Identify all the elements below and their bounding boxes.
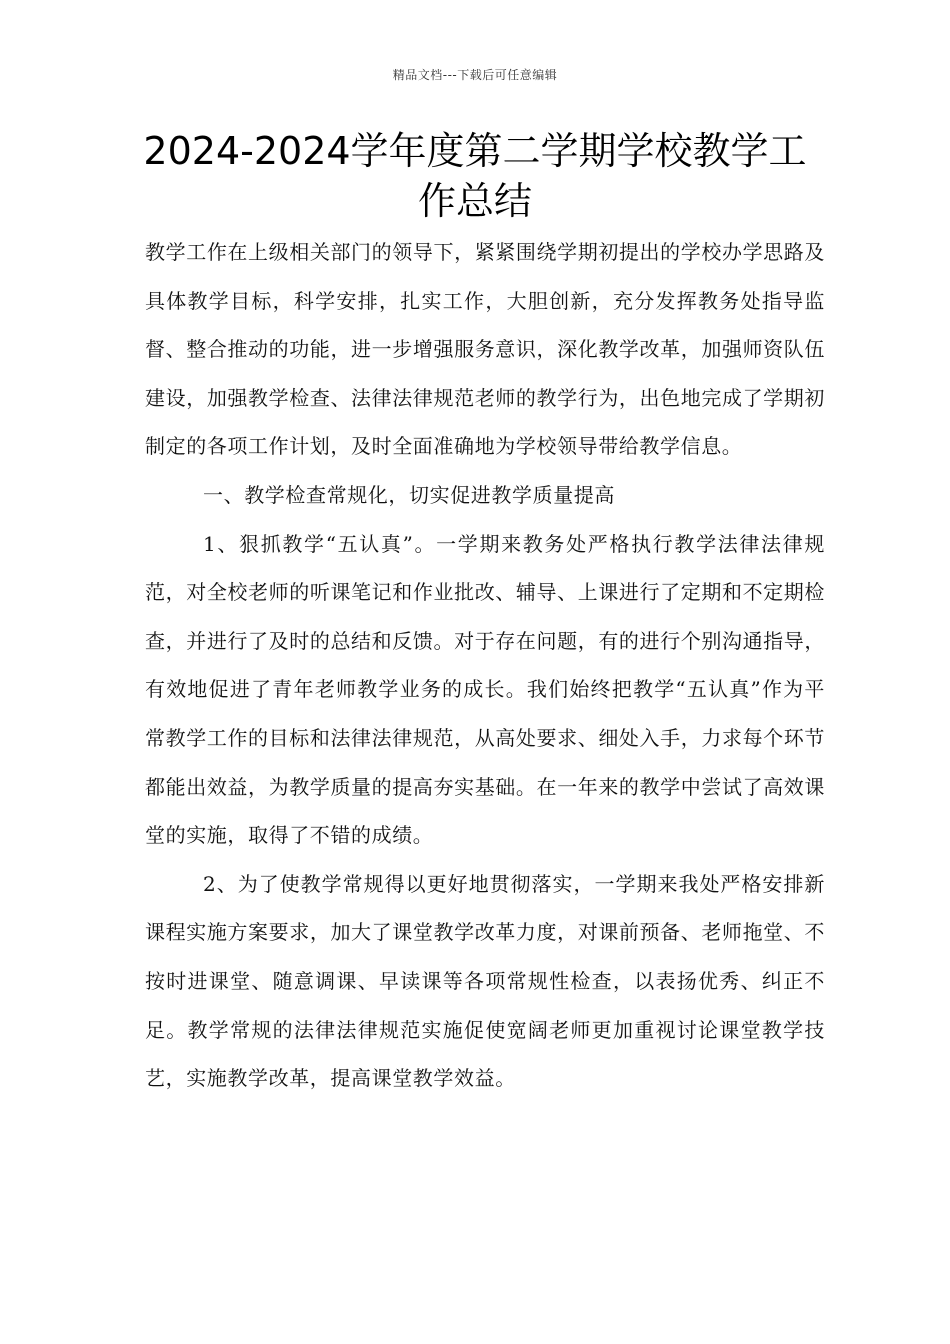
intro-paragraph: 教学工作在上级相关部门的领导下，紧紧围绕学期初提出的学校办学思路及具体教学目标，科学安排，扎实工作，大胆创新，充分发挥教务处指导监督、整合推动的功能，进一步增强服务意识，深化教学改革，加强师资队伍建设，加强教学检查、法律法律规范老师的教学行为，出色地完成了学期初制定的各项工作计划，及时全面准确地为学校领导带给教学信息。 <box>145 240 825 459</box>
body-paragraph-1: 1、狠抓教学“五认真”。一学期来教务处严格执行教学法律法律规范，对全校老师的听课笔记和作业批改、辅导、上课进行了定期和不定期检查，并进行了及时的总结和反馈。对于存在问题，有的进行个别沟通指导，有效地促进了青年老师教学业务的成长。我们始终把教学“五认真”作为平常教学工作的目标和法律法律规范，从高处要求、细处入手，力求每个环节都能出效益，为教学质量的提高夯实基础。在一年来的教学中尝试了高效课堂的实施，取得了不错的成绩。 <box>145 531 825 848</box>
section-heading-1: 一、教学检查常规化，切实促进教学质量提高 <box>203 482 615 507</box>
document-title: 2024-2024学年度第二学期学校教学工作总结 <box>143 129 807 223</box>
document-body <box>145 228 825 1103</box>
body-paragraph-2: 2、为了使教学常规得以更好地贯彻落实，一学期来我处严格安排新课程实施方案要求，加大了课堂教学改革力度，对课前预备、老师拖堂、不按时进课堂、随意调课、早读课等各项常规性检查，以表扬优秀、纠正不足。教学常规的法律法律规范实施促使宽阔老师更加重视讨论课堂教学技艺，实施教学改革，提高课堂教学效益。 <box>145 871 825 1091</box>
page-header: 精品文档---下载后可任意编辑 <box>392 68 558 82</box>
